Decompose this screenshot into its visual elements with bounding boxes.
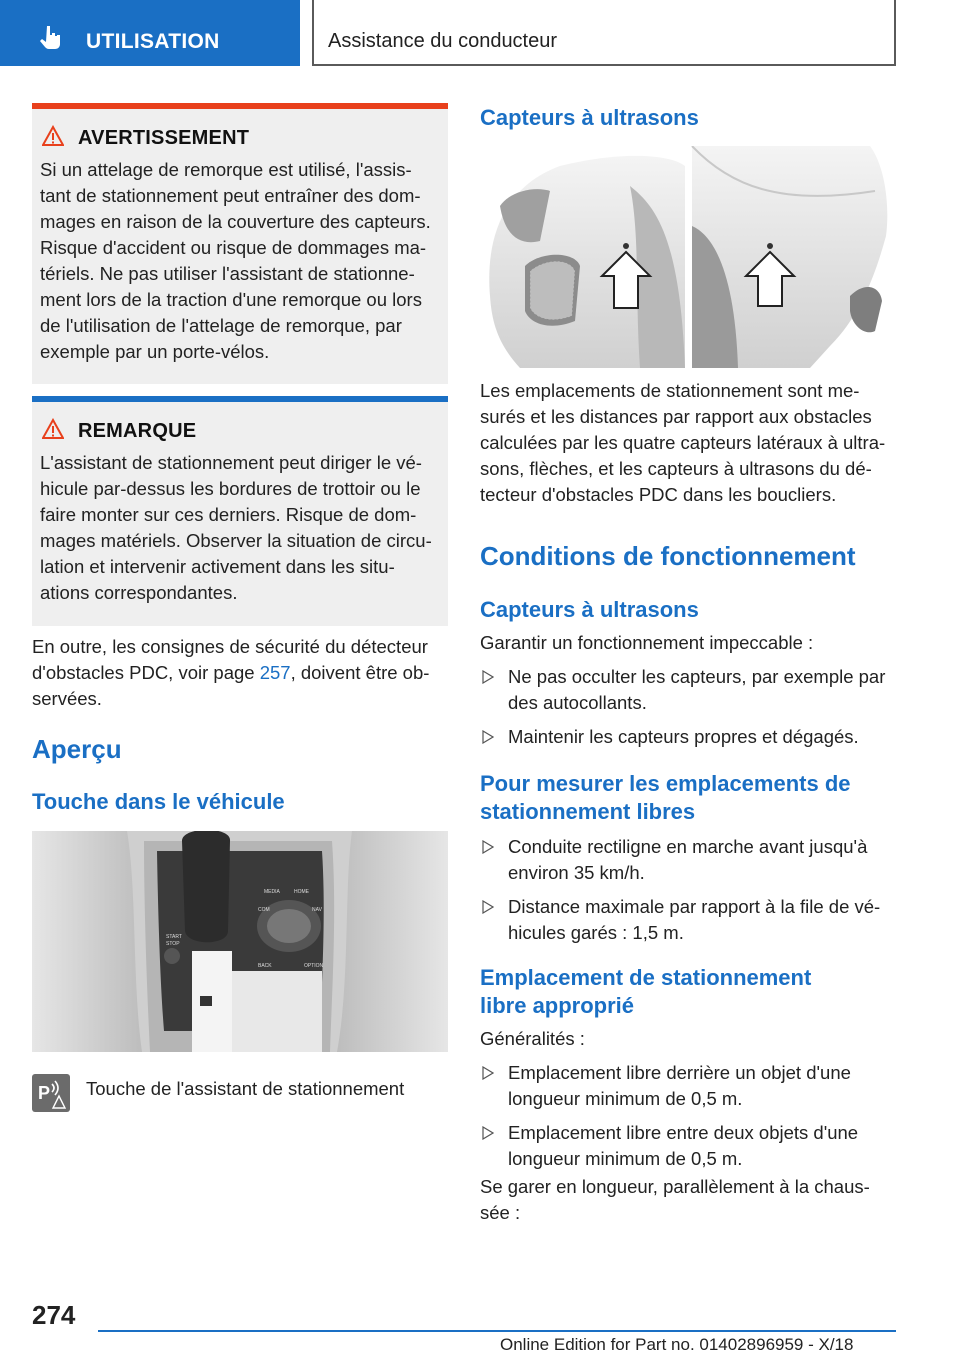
sensor-bullet-list — [480, 664, 896, 758]
console-label-stop: STOP — [166, 941, 180, 947]
bullet-arrow-icon — [482, 900, 494, 914]
bullet-arrow-icon — [482, 730, 494, 744]
sensors-subheading: Capteurs à ultrasons — [480, 597, 699, 622]
measure-subheading: Pour mesurer les emplacements de stationnement libres — [480, 771, 851, 824]
page-link[interactable]: 257 — [259, 662, 291, 683]
warning-title: AVERTISSEMENT — [78, 127, 250, 149]
space-bullet-list — [480, 1060, 896, 1180]
parking-button-caption — [32, 1074, 448, 1114]
note-text: L'assistant de stationnement peut diriger le vé- hicule par-dessus les bordures de trottoir ou le faire monter sur ces derniers. Risque de dom- mages matériels. Observer la situation de circu- lation et intervenir activement dans les situ- ations correspondantes. — [40, 452, 432, 603]
parking-button-label: Touche de l'assistant de stationnement — [86, 1078, 405, 1099]
measure-bullet-list — [480, 834, 896, 954]
console-label-back: BACK — [258, 963, 272, 969]
list-item: Emplacement libre derrière un objet d'une longueur minimum de 0,5 m. — [480, 1060, 896, 1112]
console-label-media: MEDIA — [264, 889, 280, 895]
list-item: Ne pas occulter les capteurs, par exemple par des autocollants. — [480, 664, 896, 716]
safety-paragraph: En outre, les consignes de sécurité du détecteur d'obstacles PDC, voir page 257, doivent être ob- servées. — [32, 636, 430, 709]
list-item: Distance maximale par rapport à la file de vé- hicules garés : 1,5 m. — [480, 894, 896, 946]
bullet-arrow-icon — [482, 670, 494, 684]
bullet-arrow-icon — [482, 1126, 494, 1140]
conditions-intro: Garantir un fonctionnement impeccable : — [480, 632, 814, 653]
general-label: Généralités : — [480, 1028, 585, 1049]
list-item: Emplacement libre entre deux objets d'une longueur minimum de 0,5 m. — [480, 1120, 896, 1172]
warning-bar — [32, 103, 448, 109]
page-number: 274 — [32, 1300, 76, 1330]
svg-text:P: P — [38, 1083, 51, 1103]
console-label-option: OPTION — [304, 963, 324, 969]
sensors-heading: Capteurs à ultrasons — [480, 105, 699, 130]
note-box — [32, 396, 448, 626]
conditions-heading: Conditions de fonctionnement — [480, 541, 856, 571]
note-bar — [32, 396, 448, 402]
warning-box — [32, 103, 448, 384]
car-sensors-illustration — [480, 146, 896, 368]
warning-triangle-icon — [42, 125, 64, 147]
footer-divider — [98, 1330, 896, 1332]
note-title: REMARQUE — [78, 420, 197, 442]
sensors-description: Les emplacements de stationnement sont me- surés et les distances par rapport aux obstacles calculées par les quatre capteurs latéraux à ultra- sons, flèches, et les capteurs à ultrasons du dé- tecteur d'obstacles PDC dans les boucliers. — [480, 380, 886, 505]
section-header — [312, 0, 896, 66]
center-console-illustration — [32, 831, 448, 1052]
warning-text: Si un attelage de remorque est utilisé, l'assis- tant de stationnement peut entraîner des dom- mages en raison de la couverture des capteurs. Risque d'accident ou risque de dommages ma- tériels. Ne pas utiliser l'assistant de stationne- ment lors de la traction d'une remorque ou lors de l'utilisation de l'attelage de remorque, par exemple par un porte-vélos. — [40, 159, 431, 362]
overview-heading: Aperçu — [32, 734, 122, 764]
edition-text: Online Edition for Part no. 01402896959 - X/18 — [500, 1335, 854, 1354]
closing-paragraph: Se garer en longueur, parallèlement à la chaus- sée : — [480, 1176, 870, 1223]
bullet-arrow-icon — [482, 1066, 494, 1080]
console-label-start: START — [166, 934, 182, 940]
list-item: Conduite rectiligne en marche avant jusqu'à environ 35 km/h. — [480, 834, 896, 886]
bullet-arrow-icon — [482, 840, 494, 854]
console-label-com: COM — [258, 907, 270, 913]
section-title: Assistance du conducteur — [328, 30, 558, 52]
button-subheading: Touche dans le véhicule — [32, 789, 285, 814]
list-item: Maintenir les capteurs propres et dégagés. — [480, 724, 896, 750]
chapter-tab[interactable] — [0, 0, 300, 66]
parking-assist-icon[interactable] — [32, 1074, 70, 1112]
ultrasonic-sensors-image — [480, 146, 896, 368]
caution-triangle-icon — [42, 418, 64, 440]
hand-pointer-icon — [38, 24, 64, 50]
chapter-title: UTILISATION — [86, 30, 220, 53]
console-label-home: HOME — [294, 889, 309, 895]
suitable-space-subheading: Emplacement de stationnement libre approprié — [480, 965, 812, 1018]
page-header — [0, 0, 960, 66]
center-console-image — [32, 831, 448, 1052]
console-label-nav: NAV — [312, 907, 322, 913]
